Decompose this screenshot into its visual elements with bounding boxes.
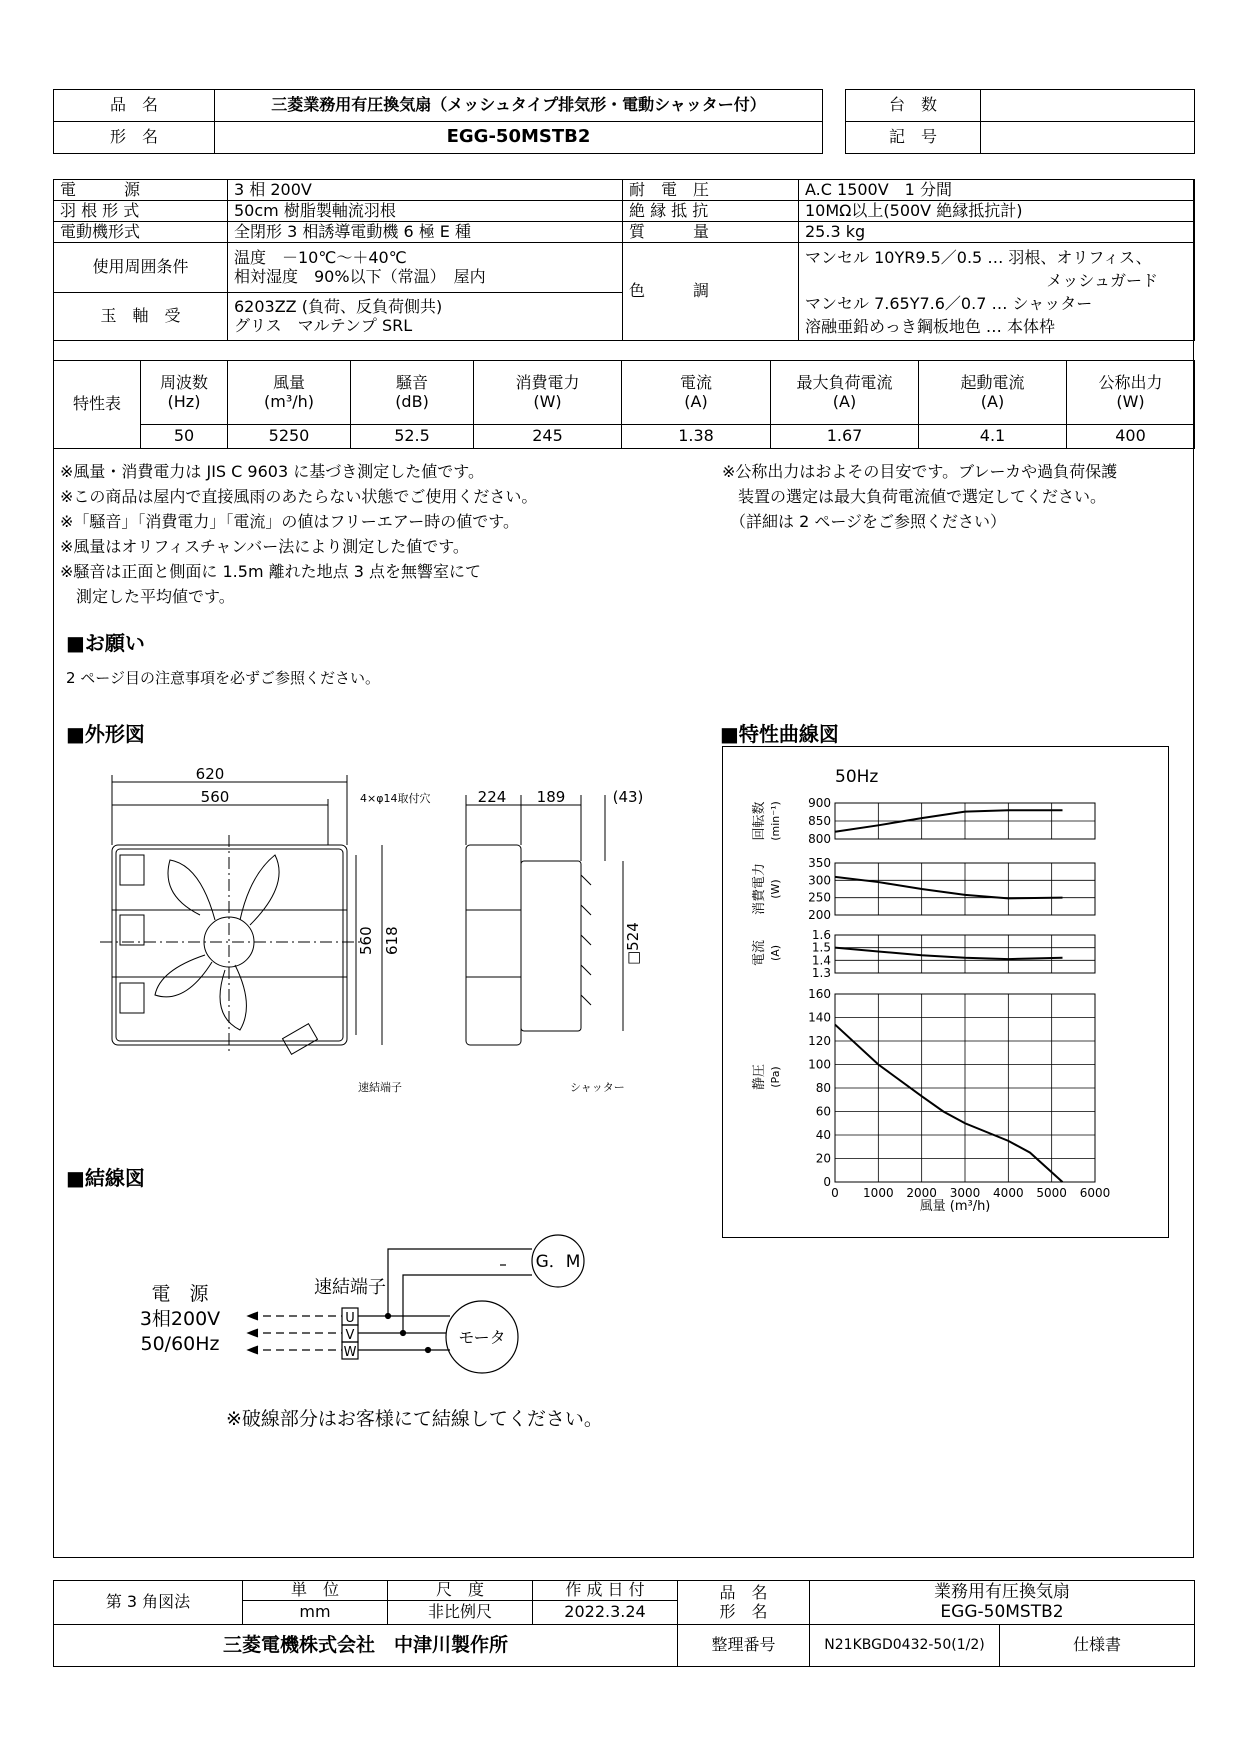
color-label: 色 調: [623, 243, 799, 341]
chart-y-tick-label: 300: [808, 873, 831, 888]
color-line-2: メッシュガード: [1046, 270, 1158, 290]
chart-y-tick-label: 350: [808, 856, 831, 870]
env-label: 使用周囲条件: [54, 243, 228, 293]
chart-x-tick-label: 3000: [949, 1186, 981, 1200]
color-line-4: 溶融亜鉛めっき鋼板地色 … 本体枠: [805, 316, 1056, 336]
spec-table: [53, 179, 1195, 341]
model-name: EGG-50MSTB2: [215, 122, 823, 154]
chart-freq-label: 50Hz: [835, 767, 879, 787]
char-header-noise: 騒音 (dB): [351, 361, 474, 425]
curve-title: ■特性曲線図: [720, 722, 839, 746]
bearing-line-1: 6203ZZ (負荷、反負荷側共): [234, 297, 443, 317]
note-line: ※「騒音」「消費電力」「電流」の値はフリーエアー時の値です。: [60, 512, 520, 531]
wiring-title: ■結線図: [66, 1166, 145, 1190]
motor-label: 電動機形式: [54, 222, 228, 243]
insul-label: 絶 縁 抵 抗: [623, 201, 799, 222]
bearing-value: [228, 293, 623, 341]
withstand-value: A.C 1500V 1 分間: [799, 180, 1195, 201]
chart-y-tick-label: 200: [808, 908, 831, 922]
env-value: [228, 243, 623, 293]
date-label: 作 成 日 付: [533, 1581, 678, 1601]
chart-y-tick-label: 80: [815, 1081, 831, 1095]
chart-y-tick-label: 1.3: [811, 966, 831, 980]
color-line-1: マンセル 10YR9.5／0.5 … 羽根、オリフィス、: [805, 247, 1152, 267]
chart-x-tick-label: 6000: [1079, 1186, 1111, 1200]
characteristics-table: [53, 360, 1195, 449]
wiring-note: ※破線部分はお客様にて結線してください。: [226, 1408, 603, 1430]
power-label-3: 50/60Hz: [140, 1333, 220, 1355]
footer-name-model-values: 業務用有圧換気扇 EGG-50MSTB2: [810, 1581, 1195, 1625]
motor-value: 全閉形 3 相誘導電動機 6 極 E 種: [228, 222, 623, 243]
product-name: 三菱業務用有圧換気扇（メッシュタイプ排気形・電動シャッター付）: [215, 90, 823, 122]
model-label: 形 名: [54, 122, 215, 154]
sign-label: 記 号: [846, 122, 981, 154]
char-value-freq: 50: [141, 425, 228, 449]
chart-y-tick-label: 1.4: [811, 953, 831, 968]
power-label: 電 源: [54, 180, 228, 201]
note-line: ※騒音は正面と側面に 1.5m 離れた地点 3 点を無響室にて: [60, 562, 481, 581]
char-value-maxcurrent: 1.67: [771, 425, 919, 449]
current-axis-unit: (A): [769, 944, 782, 962]
chart-y-tick-label: 120: [808, 1034, 831, 1048]
shutter-label: シャッター: [570, 1081, 625, 1094]
color-value: [799, 243, 1195, 341]
char-row-label: 特性表: [54, 361, 141, 449]
chart-y-tick-label: 1.5: [811, 940, 831, 955]
note-line: ※この商品は屋内で直接風雨のあたらない状態でご使用ください。: [60, 487, 538, 506]
power-axis-label: 消費電力: [752, 862, 767, 916]
motor-label: モータ: [458, 1328, 506, 1347]
power-axis-unit: (W): [769, 879, 782, 899]
chart-y-tick-label: 20: [815, 1151, 831, 1166]
projection: 第 3 角図法: [54, 1581, 243, 1625]
qty-label: 台 数: [846, 90, 981, 122]
char-value-airflow: 5250: [228, 425, 351, 449]
chart-x-tick-label: 2000: [906, 1186, 937, 1200]
env-temp: 温度 －10℃～＋40℃: [234, 248, 407, 268]
qty-table: [845, 89, 1195, 154]
rpm-axis-unit: (min⁻¹): [769, 801, 782, 841]
pressure-axis-unit: (Pa): [769, 1066, 782, 1088]
mass-label: 質 量: [623, 222, 799, 243]
note-line: 測定した平均値です。: [60, 587, 235, 606]
note-line: （詳細は 2 ページをご参照ください）: [722, 512, 1007, 531]
outline-drawing: [100, 765, 660, 1105]
name-label: 品 名: [54, 90, 215, 122]
char-header-freq: 周波数 (Hz): [141, 361, 228, 425]
char-header-power: 消費電力 (W): [474, 361, 622, 425]
char-value-output: 400: [1067, 425, 1195, 449]
notes-left: [60, 459, 537, 609]
date-value: 2022.3.24: [533, 1601, 678, 1625]
blade-value: 50cm 樹脂製軸流羽根: [228, 201, 623, 222]
withstand-label: 耐 電 圧: [623, 180, 799, 201]
header-table: [53, 89, 823, 154]
terminal-w: W: [343, 1345, 357, 1360]
doc-no-value: N21KBGD0432-50(1/2): [810, 1625, 1000, 1667]
color-line-3: マンセル 7.65Y7.6／0.7 … シャッター: [805, 293, 1093, 313]
unit-value: mm: [243, 1601, 388, 1625]
company-name: 三菱電機株式会社 中津川製作所: [54, 1625, 678, 1667]
chart-y-tick-label: 60: [815, 1104, 831, 1119]
char-value-power: 245: [474, 425, 622, 449]
wiring-terminal-label: 速結端子: [314, 1277, 386, 1298]
chart-y-tick-label: 140: [808, 1010, 831, 1025]
dim-620: 620: [195, 765, 225, 783]
note-line: ※公称出力はおよその目安です。ブレーカや過負荷保護: [722, 462, 1118, 481]
dim-560-top: 560: [200, 788, 230, 806]
chart-x-tick-label: 0: [831, 1186, 839, 1200]
scale-value: 非比例尺: [388, 1601, 533, 1625]
note-line: ※風量・消費電力は JIS C 9603 に基づき測定した値です。: [60, 462, 484, 481]
gm-label: G．M: [535, 1252, 581, 1272]
chart-y-tick-label: 1.6: [811, 928, 831, 942]
qty-value: [981, 90, 1195, 122]
terminal-label: 速結端子: [358, 1081, 402, 1094]
chart-y-tick-label: 900: [808, 796, 831, 810]
request-text: 2 ページ目の注意事項を必ずご参照ください。: [66, 669, 381, 687]
mass-value: 25.3 kg: [799, 222, 1195, 243]
dim-524: □524: [624, 922, 642, 965]
outline-title: ■外形図: [66, 722, 145, 746]
chart-y-tick-label: 250: [808, 890, 831, 905]
doc-type: 仕様書: [1000, 1625, 1195, 1667]
chart-y-tick-label: 850: [808, 814, 831, 828]
footer-name-model-labels: 品 名 形 名: [678, 1581, 810, 1625]
terminal-u: U: [345, 1311, 355, 1326]
wiring-diagram: [140, 1225, 620, 1440]
terminal-v: V: [345, 1328, 355, 1343]
request-title: ■お願い: [66, 631, 145, 655]
blade-label: 羽 根 形 式: [54, 201, 228, 222]
chart-series-電流: [835, 948, 1063, 959]
bearing-line-2: グリス マルテンプ SRL: [234, 315, 413, 335]
dim-560-v: 560: [357, 926, 375, 955]
dim-189: 189: [536, 788, 566, 806]
chart-x-tick-label: 5000: [1036, 1186, 1067, 1200]
title-block: [53, 1580, 1195, 1667]
char-header-airflow: 風量 (m³/h): [228, 361, 351, 425]
char-header-maxcurrent: 最大負荷電流 (A): [771, 361, 919, 425]
chart-y-tick-label: 160: [808, 987, 831, 1001]
sign-value: [981, 122, 1195, 154]
chart-y-tick-label: 40: [815, 1128, 831, 1142]
note-line: 装置の選定は最大負荷電流値で選定してください。: [722, 487, 1107, 506]
power-value: 3 相 200V: [228, 180, 623, 201]
chart-y-tick-label: 0: [823, 1175, 831, 1189]
doc-no-label: 整理番号: [678, 1625, 810, 1667]
rpm-axis-label: 回転数: [752, 801, 767, 841]
note-line: ※風量はオリフィスチャンバー法により測定した値です。: [60, 537, 469, 556]
char-header-current: 電流 (A): [622, 361, 771, 425]
chart-y-tick-label: 100: [808, 1057, 831, 1072]
env-humidity: 相対湿度 90%以下（常温） 屋内: [234, 266, 486, 286]
dim-224: 224: [477, 788, 507, 806]
insul-value: 10MΩ以上(500V 絶縁抵抗計): [799, 201, 1195, 222]
current-axis-label: 電流: [752, 939, 767, 967]
dim-43: (43): [612, 788, 644, 806]
x-axis-label: 風量 (m³/h): [919, 1199, 991, 1214]
notes-right: [722, 459, 1117, 534]
chart-x-tick-label: 4000: [993, 1186, 1024, 1200]
bearing-label: 玉 軸 受: [54, 293, 228, 341]
char-header-startcurrent: 起動電流 (A): [919, 361, 1067, 425]
scale-label: 尺 度: [388, 1581, 533, 1601]
char-value-current: 1.38: [622, 425, 771, 449]
char-value-startcurrent: 4.1: [919, 425, 1067, 449]
power-label-2: 3相200V: [140, 1308, 221, 1330]
dim-618: 618: [383, 926, 401, 955]
char-header-output: 公称出力 (W): [1067, 361, 1195, 425]
chart-x-tick-label: 1000: [863, 1186, 894, 1200]
power-label-1: 電 源: [151, 1283, 209, 1305]
char-value-noise: 52.5: [351, 425, 474, 449]
characteristic-chart: [723, 747, 1168, 1237]
chart-y-tick-label: 800: [808, 832, 831, 846]
pressure-axis-label: 静圧: [752, 1063, 767, 1091]
unit-label: 単 位: [243, 1581, 388, 1601]
hole-note: 4×φ14取付穴: [360, 792, 431, 805]
